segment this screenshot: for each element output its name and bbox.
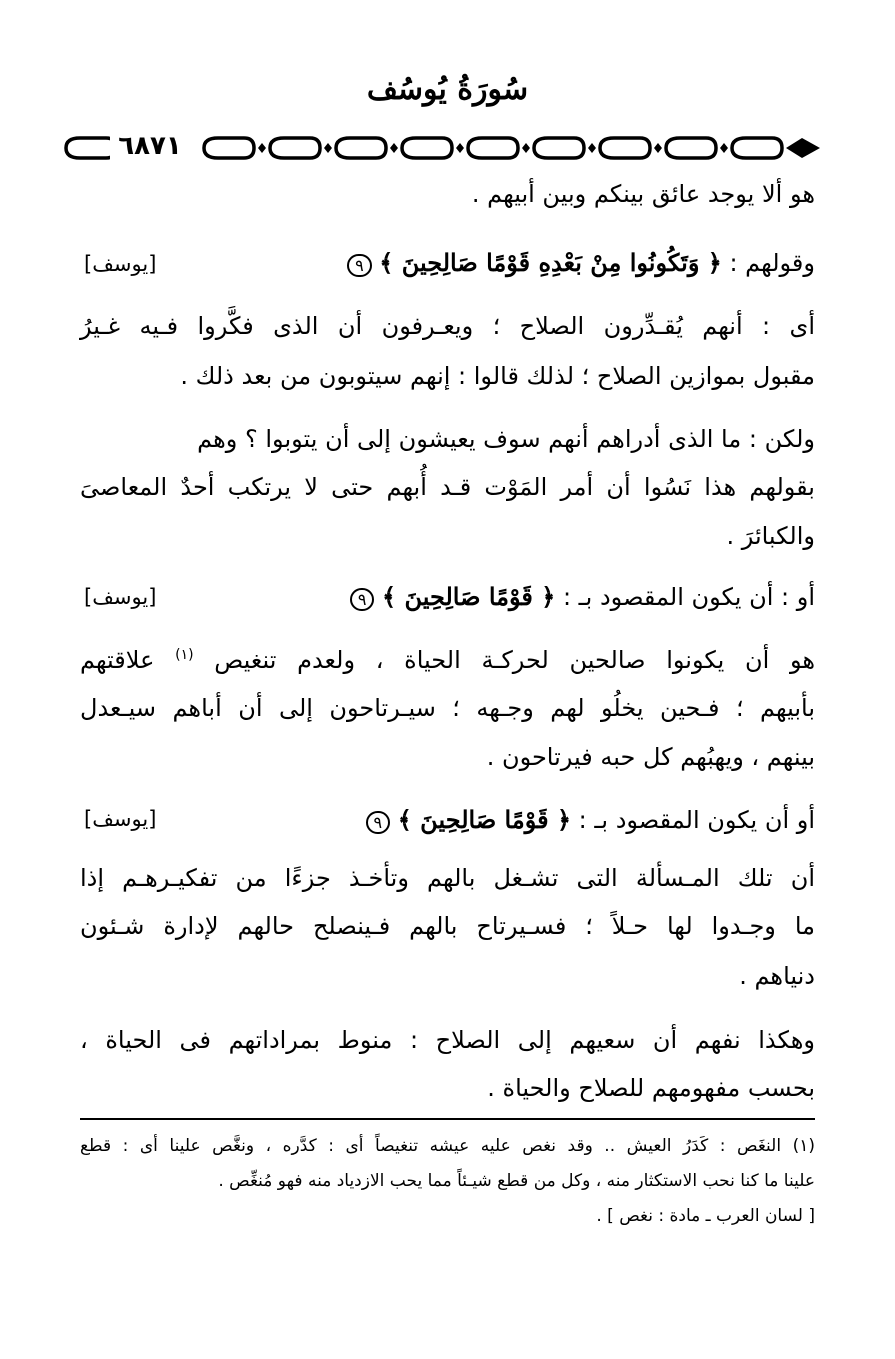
ayah-number: ٩	[347, 254, 372, 277]
quran-verse: ﴿ قَوْمًا صَالِحِينَ ﴾	[397, 805, 572, 834]
ayah-number: ٩	[350, 588, 375, 611]
verse-intro: وقولهم :	[729, 249, 815, 277]
text-line: بقولهم هذا نَسُوا أن أمر المَوْت قـد أُبهم حتى لا يرتكب أحدٌ المعاصىَ	[80, 473, 815, 501]
text-line: وهكذا نفهم أن سعيهم إلى الصلاح : منوط بمراداتهم فى الحياة ،	[80, 1026, 815, 1054]
footnote-divider	[80, 1118, 815, 1120]
verse-line	[366, 805, 815, 834]
surah-title: سُورَةُ يُوسُف	[366, 72, 529, 107]
text-line: مقبول بموازين الصلاح ؛ لذلك قالوا : إنهم سيتوبون من بعد ذلك .	[180, 362, 815, 390]
text-line: بأبيهم ؛ فـحين يخلُو لهم وجـهه ؛ سيـرتاحون إلى أن أباهم سيـعدل	[80, 694, 815, 722]
verse-line	[350, 582, 815, 611]
verse-intro: أو أن يكون المقصود بـ :	[578, 806, 815, 834]
ayah-number: ٩	[366, 811, 391, 834]
footnote-line: (١) النغَص : كَدَرُ العيش .. وقد نغص عليه عيشه تنغيصاً أى : كدَّره ، ونغَّص علينا أى : قطع	[80, 1136, 815, 1156]
text-line: ما وجـدوا لها حـلاً ؛ فسـيرتاح بالهم فـينصلح حالهم لإدارة شـئون	[80, 912, 815, 940]
text-line: دنياهم .	[739, 962, 815, 990]
text-line: بحسب مفهومهم للصلاح والحياة .	[487, 1074, 815, 1102]
surah-reference: [يوسف]	[84, 585, 157, 609]
text-line: أى : أنهم يُقـدِّرون الصلاح ؛ ويعـرفون أن الذى فكَّروا فـيه غـيرُ	[80, 312, 815, 340]
text-line: والكبائرَ .	[726, 522, 815, 550]
text-line: ولكن : ما الذى أدراهم أنهم سوف يعيشون إلى أن يتوبوا ؟ وهم	[197, 425, 815, 453]
verse-line	[347, 248, 815, 277]
verse-intro: أو : أن يكون المقصود بـ :	[562, 583, 815, 611]
footnote-marker: (١)	[175, 647, 194, 663]
surah-reference: [يوسف]	[84, 252, 157, 276]
text-span: علاقتهم	[80, 646, 155, 674]
quran-verse: ﴿ قَوْمًا صَالِحِينَ ﴾	[382, 582, 556, 611]
page-number: ٦٨٧١	[110, 128, 190, 164]
surah-reference: [يوسف]	[84, 807, 157, 831]
text-line: هو ألا يوجد عائق بينكم وبين أبيهم .	[471, 180, 815, 208]
text-line	[80, 646, 815, 674]
footnote-line: [ لسان العرب ـ مادة : نغص ] .	[596, 1206, 815, 1226]
text-span: هو أن يكونوا صالحين لحركـة الحياة ، ولعدم تنغيص	[214, 646, 816, 674]
quran-verse: ﴿ وَتَكُونُوا مِنْ بَعْدِهِ قَوْمًا صَالِحِينَ ﴾	[379, 248, 722, 277]
footnote-line: علينا ما كنا نحب الاستكثار منه ، وكل من قطع شيـئاً مما يحب الازدياد منه فهو مُنغِّص .	[218, 1171, 815, 1191]
text-line: أن تلك المـسألة التى تشـغل بالهم وتأخـذ جزءًا من تفكيـرهـم إذا	[80, 864, 815, 892]
text-line: بينهم ، ويهبُهم كل حبه فيرتاحون .	[486, 743, 815, 771]
